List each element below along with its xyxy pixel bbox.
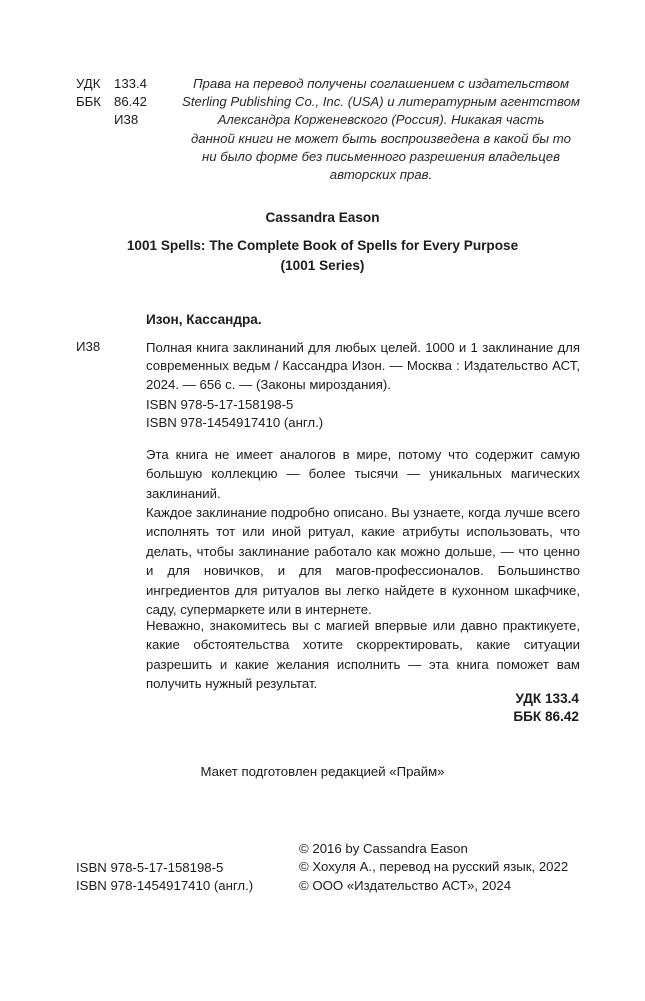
udk-value: 133.4 [114,76,148,91]
catalog-heading: Изон, Кассандра. [146,312,262,327]
rights-line: Sterling Publishing Co., Inc. (USA) и литературным агентством [182,94,580,110]
rights-line: Александра Корженевского (Россия). Никакая часть [217,112,545,128]
bbk-right: ББК 86.42 [513,709,579,725]
copyright-line: © 2016 by Cassandra Eason [299,841,468,856]
bbk-label: ББК [76,94,101,109]
classification-right [513,690,579,727]
author-code: И38 [114,112,139,127]
rights-notice [180,75,582,184]
catalog-code: И38 [76,339,101,354]
rights-line: Права на перевод получены соглашением с издательством [193,76,569,91]
bbk-value: 86.42 [114,94,148,109]
original-title-line1: 1001 Spells: The Complete Book of Spells for Every Purpose [126,238,519,253]
bottom-isbn-1: ISBN 978-5-17-158198-5 [76,860,224,875]
copyright-block [299,840,568,895]
annotation-paragraph-1: Эта книга не имеет аналогов в мире, потому что содержит самую большую коллекцию — более тысячи — уникальных магических заклинаний. [146,447,580,501]
layout-note: Макет подготовлен редакцией «Прайм» [200,764,445,779]
copyright-line: © ООО «Издательство АСТ», 2024 [299,877,512,893]
rights-line: данной книги не может быть воспроизведена в какой бы то [191,130,571,146]
catalog-description: Полная книга заклинаний для любых целей. 1000 и 1 заклинание для современных ведьм / Кассандра Изон. — Москва : Издательство АСТ, 2024. — 656 с. — (Законы мироздания). [146,340,580,392]
original-title-line2: (1001 Series) [280,258,365,273]
original-author: Cassandra Eason [265,210,380,225]
bottom-isbn-2: ISBN 978-1454917410 (англ.) [76,878,254,894]
udk-right: УДК 133.4 [515,691,579,706]
annotation-paragraph-2: Каждое заклинание подробно описано. Вы узнаете, когда лучше всего исполнять тот или иной ритуал, какие атрибуты использовать, что делать, чтобы заклинание работало как можно дольше, — что ценно и для новичков, и для магов-профессионалов. Большинство ингредиентов для ритуалов вы легко найдете в кухонном шкафчике, саду, супермаркете или в интернете. [146,505,580,618]
classification-block [76,75,147,129]
catalog-isbn-block [146,396,323,433]
catalog-isbn-1: ISBN 978-5-17-158198-5 [146,397,294,412]
copyright-line: © Хохуля А., перевод на русский язык, 2022 [299,859,569,875]
catalog-isbn-2: ISBN 978-1454917410 (англ.) [146,415,324,431]
rights-line: авторских прав. [329,167,433,183]
bottom-isbn-block [76,859,253,896]
udk-label: УДК [76,76,101,91]
rights-line: ни было форме без письменного разрешения владельцев [202,148,560,164]
annotation-paragraph-3: Неважно, знакомитесь вы с магией впервые или давно практикуете, какие обстоятельства хотите скорректировать, какие ситуации разрешить и какие желания исполнить — эта книга поможет вам получить нужный результат. [146,618,580,692]
